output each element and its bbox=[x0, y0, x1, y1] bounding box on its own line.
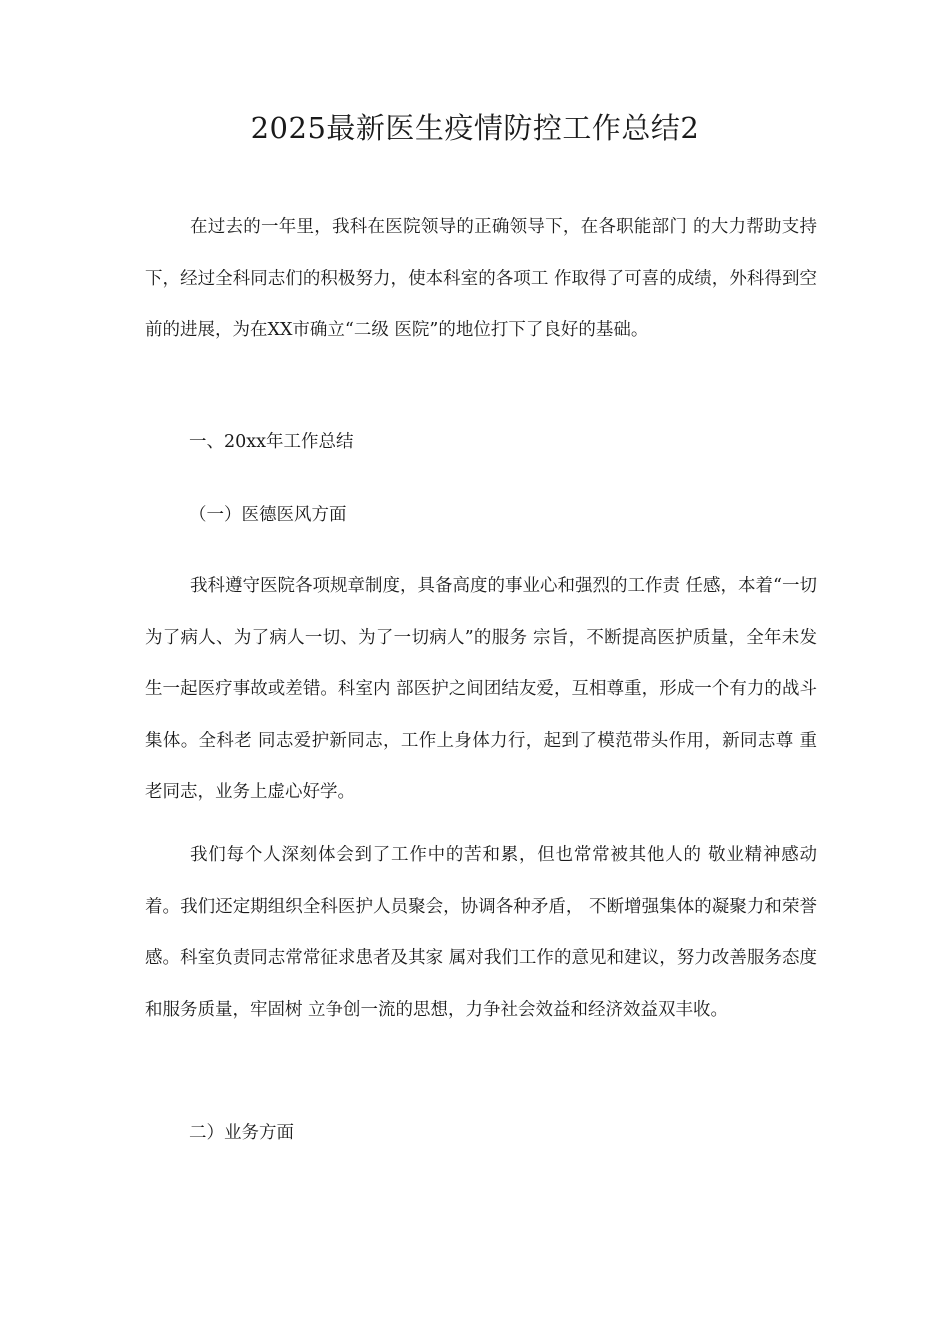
paragraph-team-spirit: 我们每个人深刻体会到了工作中的苦和累，但也常常被其他人的 敬业精神感动着。我们还定期组织全科医护人员聚会，协调各种矛盾， 不断增强集体的凝聚力和荣誉感。科室负责同志常常征求患者及其家 属对我们工作的意见和建议，努力改善服务态度和服务质量，牢固树 立争创一流的思想，力争社会效益和经济效益双丰收。 bbox=[145, 845, 817, 1020]
subsection-heading-medical-ethics: （一）医德医风方面 bbox=[189, 505, 347, 525]
paragraph-intro: 在过去的一年里，我科在医院领导的正确领导下，在各职能部门 的大力帮助支持下，经过全科同志们的积极努力，使本科室的各项工 作取得了可喜的成绩，外科得到空前的进展，为在XX市确立“二级 医院”的地位打下了良好的基础。 bbox=[145, 217, 817, 340]
section-heading-annual-summary: 一、20xx年工作总结 bbox=[189, 432, 354, 452]
document-title: 2025最新医生疫情防控工作总结2 bbox=[250, 111, 700, 145]
subsection-heading-business: 二）业务方面 bbox=[189, 1123, 294, 1143]
paragraph-medical-ethics: 我科遵守医院各项规章制度，具备高度的事业心和强烈的工作责 任感，本着“一切为了病人、为了病人一切、为了一切病人”的服务 宗旨，不断提高医护质量，全年未发生一起医疗事故或差错。科室内 部医护之间团结友爱，互相尊重，形成一个有力的战斗集体。全科老 同志爱护新同志，工作上身体力行，起到了模范带头作用，新同志尊 重老同志，业务上虚心好学。 bbox=[145, 576, 818, 802]
